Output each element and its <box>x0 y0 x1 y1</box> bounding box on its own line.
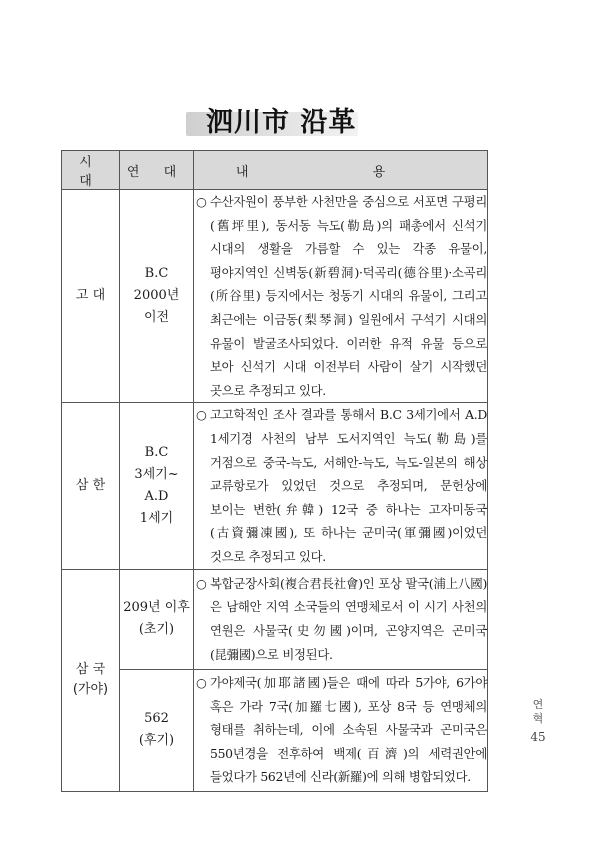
header-content: 내 용 <box>194 151 488 190</box>
side-section-label <box>528 698 548 726</box>
era-line: (가야) <box>72 682 109 697</box>
era-cell <box>62 569 120 791</box>
content-cell <box>194 569 488 669</box>
table-row-ancient <box>62 190 488 403</box>
circle-bullet-icon: ○ <box>196 675 207 691</box>
page-number: 45 <box>530 730 546 744</box>
period-cell <box>120 403 194 569</box>
content-cell <box>194 669 488 791</box>
content-paragraph <box>194 572 487 666</box>
period-line: 3세기~ <box>134 466 179 482</box>
table-row-samhan <box>62 403 488 569</box>
table-row-samguk-late <box>62 669 488 791</box>
content-text: 수산자원이 풍부한 사천만을 중심으로 서포면 구평리(舊坪里), 동서동 늑도(勒島)의 패총에서 신석기 시대의 생활을 가름할 수 있는 각종 유물이, 평야지역인 신벽동(新碧洞)·덕곡리(德谷里)·소곡리(所谷里) 등지에서는 청동기 시대의 유물이, 그리고 최근에는 이금동(梨琴洞) 일원에서 구석기 시대의 유물이 발굴조사되었다. 이러한 유적 유물 등으로 보아 신석기 시대 이전부터 사람이 살기 시작했던 곳으로 추정되고 있다. <box>210 194 487 398</box>
content-text: 복합군장사회(複合君長社會)인 포상 팔국(浦上八國)은 남해안 지역 소국들의 연맹체로서 이 시기 사천의 연원은 사물국(史勿國)이며, 곤양지역은 곤미국(昆彌國)으로 비정된다. <box>210 575 487 662</box>
period-cell <box>120 569 194 669</box>
content-cell <box>194 190 488 403</box>
side-label-char: 혁 <box>532 712 544 725</box>
circle-bullet-icon: ○ <box>196 407 207 423</box>
era-cell: 삼 한 <box>62 403 120 569</box>
content-paragraph <box>194 190 487 402</box>
side-label-char: 연 <box>532 698 544 711</box>
content-text: 가야제국(加耶諸國)들은 때에 따라 5가야, 6가야 혹은 가라 7국(加羅七國), 포상 8국 등 연맹체의 형태를 취하는데, 이에 소속된 사물국과 곤미국은 550년경을 전후하여 백제(百濟)의 세력권안에 들었다가 562년에 신라(新羅)에 의해 병합되었다. <box>210 675 487 785</box>
content-paragraph <box>194 403 487 568</box>
content-cell <box>194 403 488 569</box>
period-cell <box>120 190 194 403</box>
period-line: 2000년 <box>133 288 180 304</box>
period-line: 562 <box>144 711 169 726</box>
era-line: 삼 국 <box>75 662 106 677</box>
content-text: 고고학적인 조사 결과를 통해서 B.C 3세기에서 A.D 1세기경 사천의 남부 도서지역인 늑도(勒島)를 거점으로 중국-늑도, 서해안-늑도, 늑도-일본의 해상 교류항로가 있었던 것으로 추정되며, 문헌상에 보이는 변한(弁韓) 12국 중 하나는 고자미동국(古資彌凍國), 또 하나는 군미국(軍彌國)이었던 것으로 추정되고 있다. <box>210 407 487 564</box>
table-row-samguk-early <box>62 569 488 669</box>
period-cell <box>120 669 194 791</box>
history-table <box>61 150 488 792</box>
table-header-row <box>62 151 488 190</box>
period-line: (초기) <box>138 622 175 637</box>
content-paragraph <box>194 671 487 789</box>
header-period: 연 대 <box>120 151 194 190</box>
title-block <box>186 100 358 142</box>
page-title: 泗川市 沿革 <box>206 107 357 138</box>
period-line: 1세기 <box>139 510 174 526</box>
period-line: B.C <box>144 266 169 282</box>
header-era: 시 대 <box>62 151 120 190</box>
period-line: B.C <box>144 444 169 460</box>
circle-bullet-icon: ○ <box>196 575 207 591</box>
era-cell: 고 대 <box>62 190 120 403</box>
circle-bullet-icon: ○ <box>196 194 207 209</box>
period-line: 209년 이후 <box>123 600 190 615</box>
period-line: 이전 <box>143 310 170 326</box>
period-line: (후기) <box>138 733 175 748</box>
period-line: A.D <box>144 488 169 504</box>
